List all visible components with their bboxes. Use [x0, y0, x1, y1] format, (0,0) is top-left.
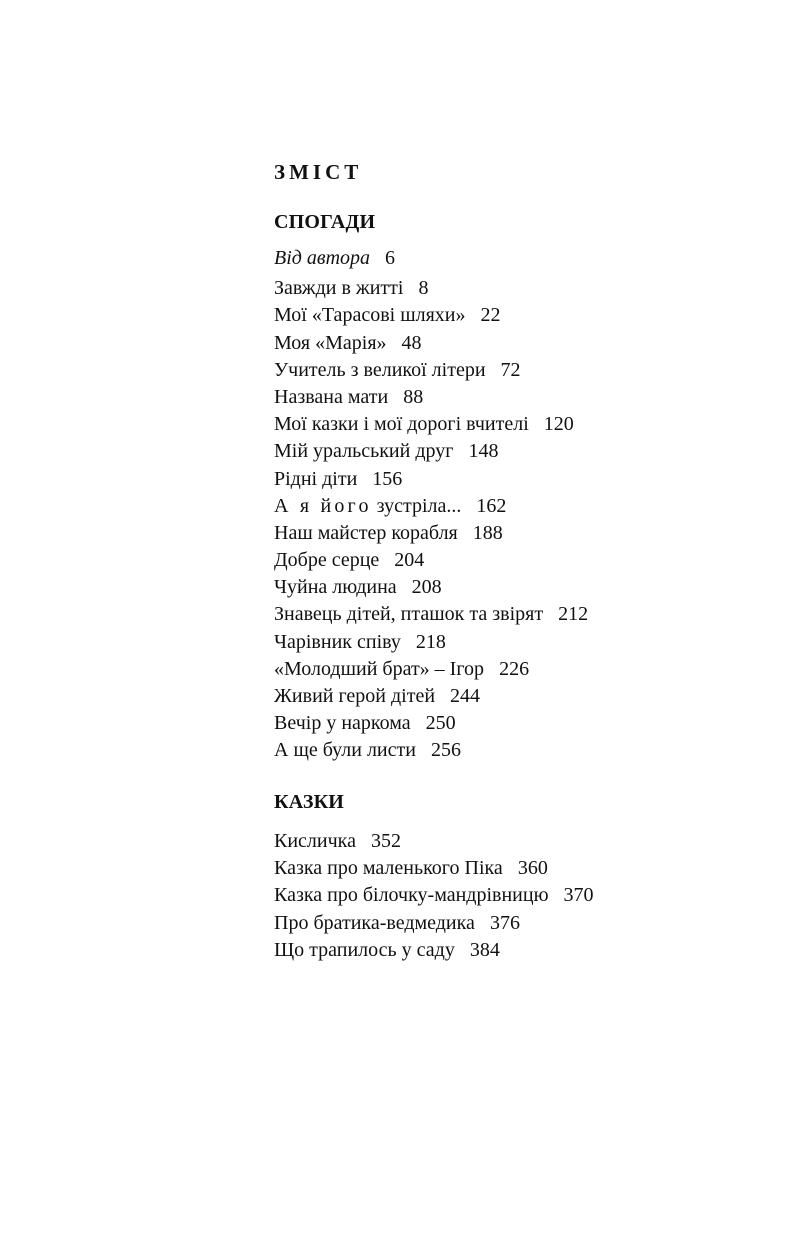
toc-entry[interactable] — [274, 466, 588, 493]
toc-entry[interactable] — [274, 601, 588, 628]
entry-page-number: 148 — [468, 440, 499, 463]
toc-entry[interactable] — [274, 882, 594, 909]
entry-title: Про братика-ведмедика — [274, 911, 475, 934]
section-heading-tales: КАЗКИ — [274, 791, 345, 813]
toc-entry[interactable] — [274, 855, 594, 882]
section-heading-memoirs: СПОГАДИ — [274, 211, 376, 233]
entry-title: «Молодший брат» – Ігор — [274, 657, 485, 680]
entry-title: Добре серце — [274, 549, 380, 572]
entry-page-number: 22 — [480, 304, 501, 327]
toc-title: ЗМІСТ — [274, 160, 363, 184]
entry-title: Мій уральський друг — [274, 440, 454, 463]
entry-title: Чуйна людина — [274, 576, 397, 599]
entry-title: Що трапилось у саду — [274, 938, 455, 961]
section-list-tales — [274, 828, 594, 964]
toc-entry[interactable] — [274, 828, 594, 855]
entry-page-number: 88 — [403, 385, 424, 408]
entry-page-number: 352 — [370, 830, 401, 852]
entry-page-number: 8 — [418, 277, 429, 300]
entry-page-number: 370 — [563, 884, 594, 907]
entry-title: Чарівник співу — [274, 630, 401, 653]
entry-title: Живий герой дітей — [274, 685, 436, 707]
toc-entry[interactable] — [274, 910, 594, 937]
entry-title: Від автора — [274, 247, 371, 269]
toc-entry[interactable] — [274, 547, 588, 574]
entry-page-number: 188 — [472, 521, 503, 544]
entry-title: А ще були листи — [274, 739, 416, 762]
section-list-memoirs — [274, 245, 588, 765]
entry-page-number: 360 — [517, 857, 548, 880]
entry-page-number: 226 — [499, 657, 530, 680]
entry-page-number: 204 — [394, 549, 425, 572]
entry-title: Моя «Марія» — [274, 331, 387, 354]
entry-title: Наш майстер корабля — [274, 521, 458, 544]
toc-entry[interactable] — [274, 629, 588, 656]
toc-entry[interactable] — [274, 302, 588, 329]
toc-entry[interactable] — [274, 710, 588, 737]
entry-page-number: 156 — [372, 467, 403, 490]
entry-title: Названа мати — [274, 385, 389, 408]
entry-title: Кисличка — [274, 830, 356, 852]
entry-page-number: 256 — [430, 739, 461, 762]
toc-entry[interactable] — [274, 330, 588, 357]
entry-title: Казка про білочку-мандрівницю — [274, 884, 549, 907]
toc-entry[interactable] — [274, 574, 588, 601]
entry-page-number: 250 — [425, 712, 456, 735]
toc-entry[interactable] — [274, 438, 588, 465]
entry-page-number: 120 — [543, 413, 574, 436]
entry-page-number: 384 — [469, 938, 500, 961]
entry-title: Казка про маленького Піка — [274, 857, 503, 880]
toc-entry[interactable] — [274, 937, 594, 964]
entry-page-number: 244 — [450, 685, 481, 707]
entry-title: Рідні діти — [274, 467, 358, 490]
entry-title: Мої казки і мої дорогі вчителі — [274, 413, 529, 436]
entry-page-number: 376 — [489, 911, 520, 934]
toc-entry[interactable] — [274, 493, 588, 520]
entry-page-number: 218 — [415, 630, 446, 653]
entry-page-number: 48 — [401, 331, 422, 354]
entry-title: Знавець дітей, пташок та звірят — [274, 603, 544, 626]
entry-title: Мої «Тарасові шляхи» — [274, 304, 466, 327]
toc-entry[interactable] — [274, 384, 588, 411]
entry-page-number: 72 — [500, 358, 521, 381]
entry-title: зустріла... — [376, 494, 462, 517]
entry-page-number: 208 — [411, 576, 442, 599]
entry-page-number: 212 — [558, 603, 589, 626]
toc-entry[interactable] — [274, 683, 588, 710]
toc-entry[interactable] — [274, 357, 588, 384]
entry-page-number: 162 — [476, 494, 507, 517]
entry-page-number: 6 — [385, 247, 396, 269]
entry-title: Учитель з великої літери — [274, 358, 486, 381]
entry-title: Вечір у наркома — [274, 712, 411, 735]
toc-entry[interactable] — [274, 656, 588, 683]
entry-title-spaced: А я його — [274, 494, 372, 517]
toc-entry[interactable] — [274, 520, 588, 547]
toc-entry[interactable] — [274, 737, 588, 764]
toc-entry[interactable] — [274, 275, 588, 302]
entry-title: Завжди в житті — [274, 277, 404, 300]
toc-entry[interactable] — [274, 245, 588, 272]
toc-entry[interactable] — [274, 411, 588, 438]
